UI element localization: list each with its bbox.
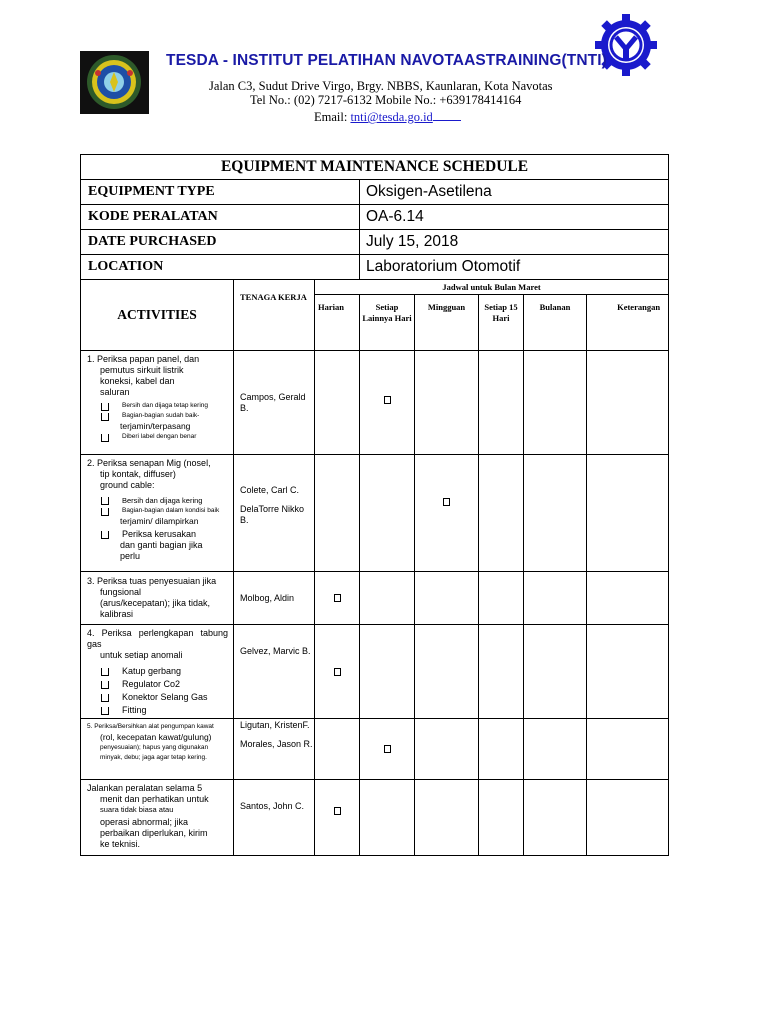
field-value: Laboratorium Otomotif [360,255,669,280]
check-mark-icon [334,807,341,815]
activities-header: ACTIVITIES [81,280,234,351]
harian-cell [315,719,360,780]
field-label: EQUIPMENT TYPE [81,180,360,205]
activity-line: 5. Periksa/Bersihkan alat pengumpan kawat [87,723,214,730]
checkbox-icon [101,403,109,411]
mingguan-cell [415,719,479,780]
activity-cell [81,625,234,719]
activity-line: menit dan perhatikan untuk [100,794,209,804]
activity-line: pemutus sirkuit listrik [100,365,184,375]
bulanan-cell [524,780,587,856]
email-label: Email: [314,110,348,124]
schedule-title: EQUIPMENT MAINTENANCE SCHEDULE [81,155,669,180]
harian-cell [315,351,360,455]
mingguan-cell [415,351,479,455]
setiap-lainnya-cell [360,455,415,572]
setiap-lainnya-cell [360,625,415,719]
checkbox-icon [101,413,109,421]
keterangan-cell [587,572,669,625]
field-row-location [81,255,669,280]
list-item: Konektor Selang Gas [87,692,228,703]
address-line: Jalan C3, Sudut Drive Virgo, Brgy. NBBS, Kaunlaran, Kota Navotas [209,79,553,93]
setiap-15-cell [479,780,524,856]
activity-line: ground cable: [100,480,155,490]
setiap-lainnya-header: Setiap Lainnya Hari [360,295,415,351]
setiap-lainnya-cell [360,572,415,625]
activity-line: saluran [100,387,130,397]
setiap-15-cell [479,719,524,780]
phone-line: Tel No.: (02) 7217-6132 Mobile No.: +639178414164 [250,93,522,107]
mingguan-cell [415,572,479,625]
field-value: July 15, 2018 [360,230,669,255]
worker-name: Ligutan, KristenF. [240,720,310,730]
table-row [81,719,669,780]
jadwal-header: Jadwal untuk Bulan Maret [315,280,669,295]
check-mark-icon [334,668,341,676]
activity-line: perbaikan diperlukan, kirim [100,828,208,838]
activity-line: kalibrasi [100,609,134,619]
setiap-lainnya-cell [360,351,415,455]
mingguan-cell [415,780,479,856]
check-mark-icon [384,396,391,404]
list-item-continuation: terjamin/terpasang [120,421,191,431]
worker-cell [234,719,315,780]
setiap-lainnya-cell [360,719,415,780]
list-item: Bersih dan dijaga kering [87,495,228,506]
list-item: Katup gerbang [87,666,228,677]
activity-line: penyesuaian); hapus yang digunakan [100,744,209,751]
harian-cell [315,455,360,572]
list-item: Bagian-bagian dalam kondisi baik [87,506,228,516]
worker-name: DelaTorre Nikko B. [240,504,305,525]
activity-line: (arus/kecepatan); jika tidak, [100,598,211,608]
email-underline [433,108,461,121]
checkbox-icon [101,434,109,442]
table-row [81,572,669,625]
bulanan-cell [524,719,587,780]
table-row [81,625,669,719]
checkbox-icon [101,531,109,539]
field-label: LOCATION [81,255,360,280]
activity-line: suara tidak biasa atau [100,805,174,814]
field-row-kode-peralatan [81,205,669,230]
checkbox-icon [101,668,109,676]
activity-line: 4. Periksa perlengkapan tabung gas [87,628,228,649]
activity-cell [81,572,234,625]
harian-cell [315,780,360,856]
field-label: DATE PURCHASED [81,230,360,255]
setiap-15-cell [479,625,524,719]
bulanan-cell [524,572,587,625]
activity-line: 1. Periksa papan panel, dan [87,354,200,364]
worker-cell: Molbog, Aldin [234,572,315,625]
harian-header: Harian [315,295,360,351]
keterangan-cell [587,351,669,455]
maintenance-schedule-table [80,154,669,856]
email-line [314,108,768,125]
checkbox-icon [101,497,109,505]
keterangan-cell [587,455,669,572]
mingguan-cell [415,625,479,719]
mingguan-header: Mingguan [415,295,479,351]
setiap-15-cell [479,455,524,572]
checkbox-icon [101,707,109,715]
check-mark-icon [334,594,341,602]
field-value: Oksigen-Asetilena [360,180,669,205]
worker-name: Colete, Carl C. [240,485,300,495]
activity-cell [81,719,234,780]
email-link[interactable]: tnti@tesda.go.id [350,110,433,124]
activity-line: Jalankan peralatan selama 5 [87,783,203,793]
bulanan-cell [524,351,587,455]
activity-line: ke teknisi. [100,839,141,849]
list-item: Periksa kerusakan [87,529,228,540]
worker-name: Morales, Jason R. [240,739,313,749]
bulanan-cell [524,455,587,572]
setiap-15-header: Setiap 15 Hari [479,295,524,351]
list-item: Regulator Co2 [87,679,228,690]
list-item: Diberi label dengan benar [87,432,228,442]
activity-line: koneksi, kabel dan [100,376,175,386]
field-row-date-purchased [81,230,669,255]
keterangan-cell [587,625,669,719]
harian-cell [315,625,360,719]
check-mark-icon [443,498,450,506]
activity-line: (rol, kecepatan kawat/gulung) [100,732,212,742]
worker-cell: Santos, John C. [234,780,315,856]
activity-line: 2. Periksa senapan Mig (nosel, [87,458,211,468]
activity-cell [81,780,234,856]
activity-cell [81,351,234,455]
activity-line: fungsional [100,587,142,597]
checkbox-icon [101,508,109,516]
mingguan-cell [415,455,479,572]
activity-line: minyak, debu; jaga agar tetap kering. [100,754,207,761]
list-item: Bagian-bagian sudah baik- [87,411,228,421]
list-item-continuation: perlu [120,551,141,561]
check-mark-icon [384,745,391,753]
keterangan-header: Keterangan [587,295,669,351]
tesda-seal-logo [80,51,149,114]
worker-cell: Gelvez, Marvic B. [234,625,315,719]
field-label: KODE PERALATAN [81,205,360,230]
activity-cell [81,455,234,572]
tenaga-kerja-header: TENAGA KERJA [234,280,315,351]
checkbox-icon [101,681,109,689]
checkbox-icon [101,694,109,702]
list-item: Bersih dan dijaga tetap kering [87,401,228,411]
activity-line: operasi abnormal; jika [100,817,189,827]
list-item-continuation: terjamin/ dilampirkan [120,516,199,526]
field-row-equipment-type [81,180,669,205]
list-item: Fitting [87,705,228,716]
bulanan-cell [524,625,587,719]
setiap-lainnya-cell [360,780,415,856]
institute-title: TESDA - INSTITUT PELATIHAN NAVOTAASTRAINING(TNTI) [166,52,607,69]
worker-cell: Campos, Gerald B. [234,351,315,455]
keterangan-cell [587,780,669,856]
activity-line: untuk setiap anomali [100,650,183,660]
keterangan-cell [587,719,669,780]
activity-line: 3. Periksa tuas penyesuaian jika [87,576,217,586]
field-value: OA-6.14 [360,205,669,230]
harian-cell [315,572,360,625]
setiap-15-cell [479,572,524,625]
setiap-15-cell [479,351,524,455]
table-row [81,780,669,856]
table-row [81,455,669,572]
table-row [81,351,669,455]
worker-cell [234,455,315,572]
list-item-continuation: dan ganti bagian jika [120,540,203,550]
bulanan-header: Bulanan [524,295,587,351]
activity-line: tip kontak, diffuser) [100,469,176,479]
